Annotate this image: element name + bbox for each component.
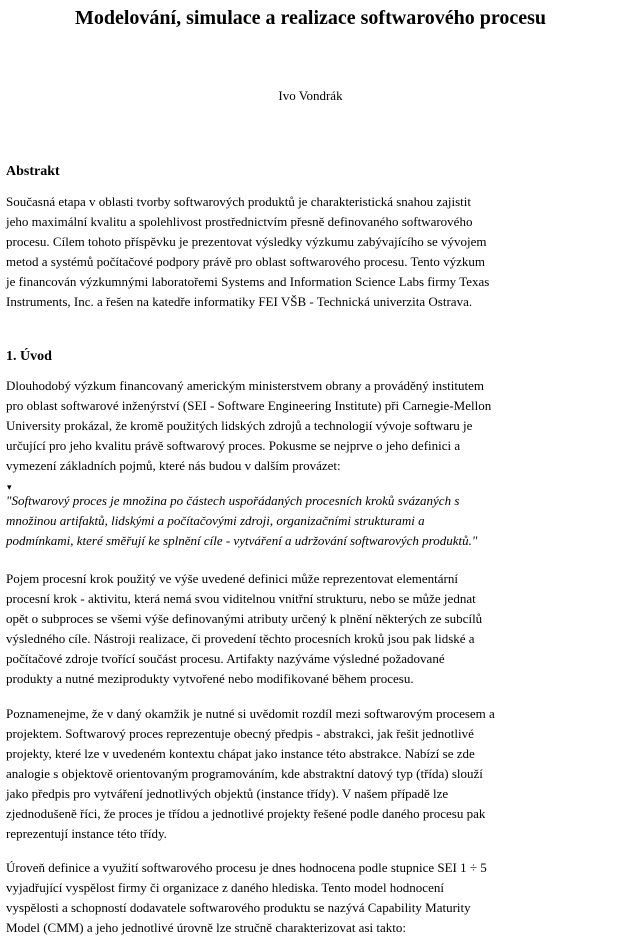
scan-mark: ▾ — [7, 482, 12, 492]
abstract-line: Současná etapa v oblasti tvorby softwarových produktů je charakteristická snahou zajistit — [6, 194, 471, 209]
abstract-heading: Abstrakt — [6, 164, 60, 179]
text-line: výsledného cíle. Nástroji realizace, či provedení těchto procesních kroků jsou pak lidské a — [6, 631, 475, 646]
abstract-line: procesu. Cílem tohoto příspěvku je prezentovat výsledky výzkumu zabývajícího se vývojem — [6, 234, 487, 249]
text-line: zjednodušeně říci, že proces je třídou a jednotlivé projekty řešené podle daného procesu pak — [6, 806, 486, 821]
text-line: Model (CMM) a jeho jednotlivé úrovně lze stručně charakterizovat asi takto: — [6, 920, 406, 935]
quote-line: množinou artifaktů, lidskými a počítačovými zdroji, organizačními strukturami a — [6, 513, 425, 528]
text-line: reprezentují instance této třídy. — [6, 826, 167, 841]
text-line: procesní krok - aktivitu, která nemá svou viditelnou vnitřní strukturu, nebo se může jednat — [6, 591, 476, 606]
intro-paragraph-2 — [6, 569, 612, 689]
text-line: vyspělosti a schopností dodavatele softwarového produktu se nazývá Capability Maturity — [6, 900, 471, 915]
text-line: projektem. Softwarový proces reprezentuje obecný předpis - abstrakci, jak řešit jednotlivé — [6, 726, 474, 741]
text-line: produkty a nutné meziprodukty vytvořené nebo modifikované během procesu. — [6, 671, 414, 686]
abstract-line: jeho maximální kvalitu a spolehlivost prostřednictvím přesně definovaného softwarového — [6, 214, 473, 229]
text-line: Poznamenejme, že v daný okamžik je nutné si uvědomit rozdíl mezi softwarovým procesem a — [6, 706, 495, 721]
text-line: vymezení základních pojmů, které nás budou v dalším provázet: — [6, 458, 341, 473]
abstract-line: metod a systémů počítačové podpory právě pro oblast softwarového procesu. Tento výzkum — [6, 254, 486, 269]
definition-quote — [6, 491, 612, 551]
text-line: Dlouhodobý výzkum financovaný americkým ministerstvem obrany a prováděný institutem — [6, 378, 485, 393]
text-line: jako předpis pro vytváření jednotlivých objektů (instance třídy). V našem případě lze — [6, 786, 449, 801]
intro-paragraph-4 — [6, 858, 612, 938]
text-line: počítačové zdroje tvořící součást procesu. Artifakty nazýváme výsledné požadované — [6, 651, 445, 666]
text-line: určující pro jeho kvalitu právě softwarový proces. Pokusme se nejprve o jeho definici a — [6, 438, 461, 453]
text-line: opět o subproces se všemi výše definovanými atributy určený k plnění některých ze subcílů — [6, 611, 483, 626]
quote-line: podmínkami, které směřují ke splnění cíle - vytváření a udržování softwarových produktů." — [6, 533, 478, 548]
intro-paragraph-3 — [6, 704, 612, 844]
text-line: Pojem procesní krok použitý ve výše uvedené definici může reprezentovat elementární — [6, 571, 458, 586]
text-line: vyjadřující vyspělost firmy či organizace z daného hlediska. Tento model hodnocení — [6, 880, 444, 895]
intro-paragraph-1 — [6, 376, 612, 476]
abstract-line: je financován výzkumnými laboratořemi Systems and Information Science Labs firmy Texas — [6, 274, 490, 289]
section-heading-uvod: 1. Úvod — [6, 349, 52, 364]
quote-line: "Softwarový proces je množina po částech uspořádaných procesních kroků svázaných s — [6, 493, 460, 508]
text-line: projekty, které lze v uvedeném kontextu chápat jako instance této abstrakce. Nabízí se zde — [6, 746, 475, 761]
author-name: Ivo Vondrák — [278, 88, 343, 103]
paper-title: Modelování, simulace a realizace softwarového procesu — [74, 7, 547, 29]
abstract-line: Instruments, Inc. a řešen na katedře informatiky FEI VŠB - Technická univerzita Ostrava. — [6, 294, 473, 309]
text-line: University prokázal, že kromě použitých lidských zdrojů a technologií vývoje softwaru je — [6, 418, 473, 433]
abstract-paragraph — [6, 192, 612, 312]
text-line: pro oblast softwarové inženýrství (SEI - Software Engineering Institute) při Carnegie-Mellon — [6, 398, 492, 413]
text-line: Úroveň definice a využití softwarového procesu je dnes hodnocena podle stupnice SEI 1 ÷ 5 — [6, 860, 487, 875]
text-line: analogie s objektově orientovaným programováním, kde abstraktní datový typ (třída) slouží — [6, 766, 483, 781]
